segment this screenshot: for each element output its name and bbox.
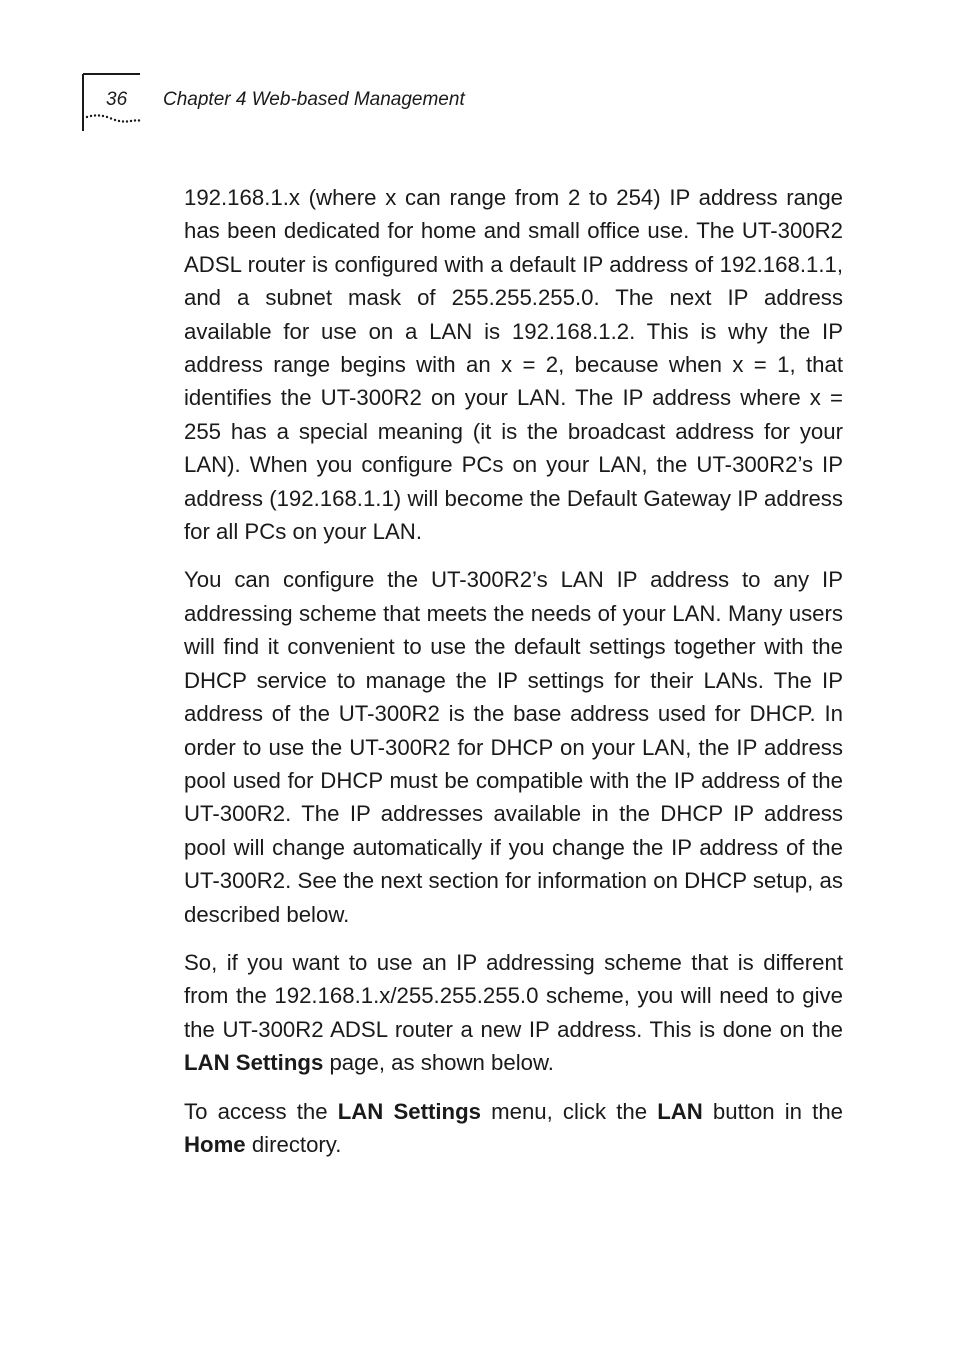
bold-term-lan: LAN <box>657 1098 703 1124</box>
bold-term-home: Home <box>184 1131 246 1157</box>
text-segment: menu, click the <box>481 1098 658 1124</box>
page-number: 36 <box>106 89 128 110</box>
text-segment: To access the <box>184 1098 338 1124</box>
paragraph-new-ip-address <box>184 946 843 1080</box>
page-header <box>0 0 954 140</box>
bold-term-lan-settings: LAN Settings <box>337 1098 481 1124</box>
text-segment: button in the <box>702 1098 843 1124</box>
text-segment: page, as shown below. <box>323 1050 554 1076</box>
paragraph-lan-configuration: You can configure the UT-300R2’s LAN IP address to any IP addressing scheme that meets the needs of your LAN. Many users will find it convenient to use the default settings together with the DHCP service to manage the IP settings for their LANs. The IP address of the UT-300R2 is the base address used for DHCP. In order to use the UT-300R2 for DHCP on your LAN, the IP address pool used for DHCP must be compatible with the IP address of the UT-300R2. The IP addresses available in the DHCP IP address pool will change automatically if you change the IP address of the UT-300R2. See the next section for information on DHCP setup, as described below. <box>184 567 843 927</box>
text-segment: So, if you want to use an IP addressing scheme that is different from the 192.168.1.x/255.255.255.0 scheme, you will need to give the UT-300R2 ADSL router a new IP address. This is done on the <box>184 949 843 1042</box>
text-segment: directory. <box>245 1131 342 1157</box>
paragraph-ip-range: 192.168.1.x (where x can range from 2 to 254) IP address range has been dedicated for home and small office use. The UT-300R2 ADSL router is configured with a default IP address of 192.168.1.1, and a subnet mask of 255.255.255.0. The next IP address available for use on a LAN is 192.168.1.2. This is why the IP address range begins with an x = 2, because when x = 1, that identifies the UT-300R2 on your LAN. The IP address where x = 255 has a special meaning (it is the broadcast address for your LAN). When you configure PCs on your LAN, the UT-300R2’s IP address (192.168.1.1) will become the Default Gateway IP address for all PCs on your LAN. <box>184 185 843 545</box>
paragraph-access-instructions <box>184 1095 843 1162</box>
running-title: Chapter 4 Web-based Management <box>163 89 465 110</box>
body-text <box>184 181 843 1176</box>
bold-term-lan-settings: LAN Settings <box>184 1050 324 1076</box>
